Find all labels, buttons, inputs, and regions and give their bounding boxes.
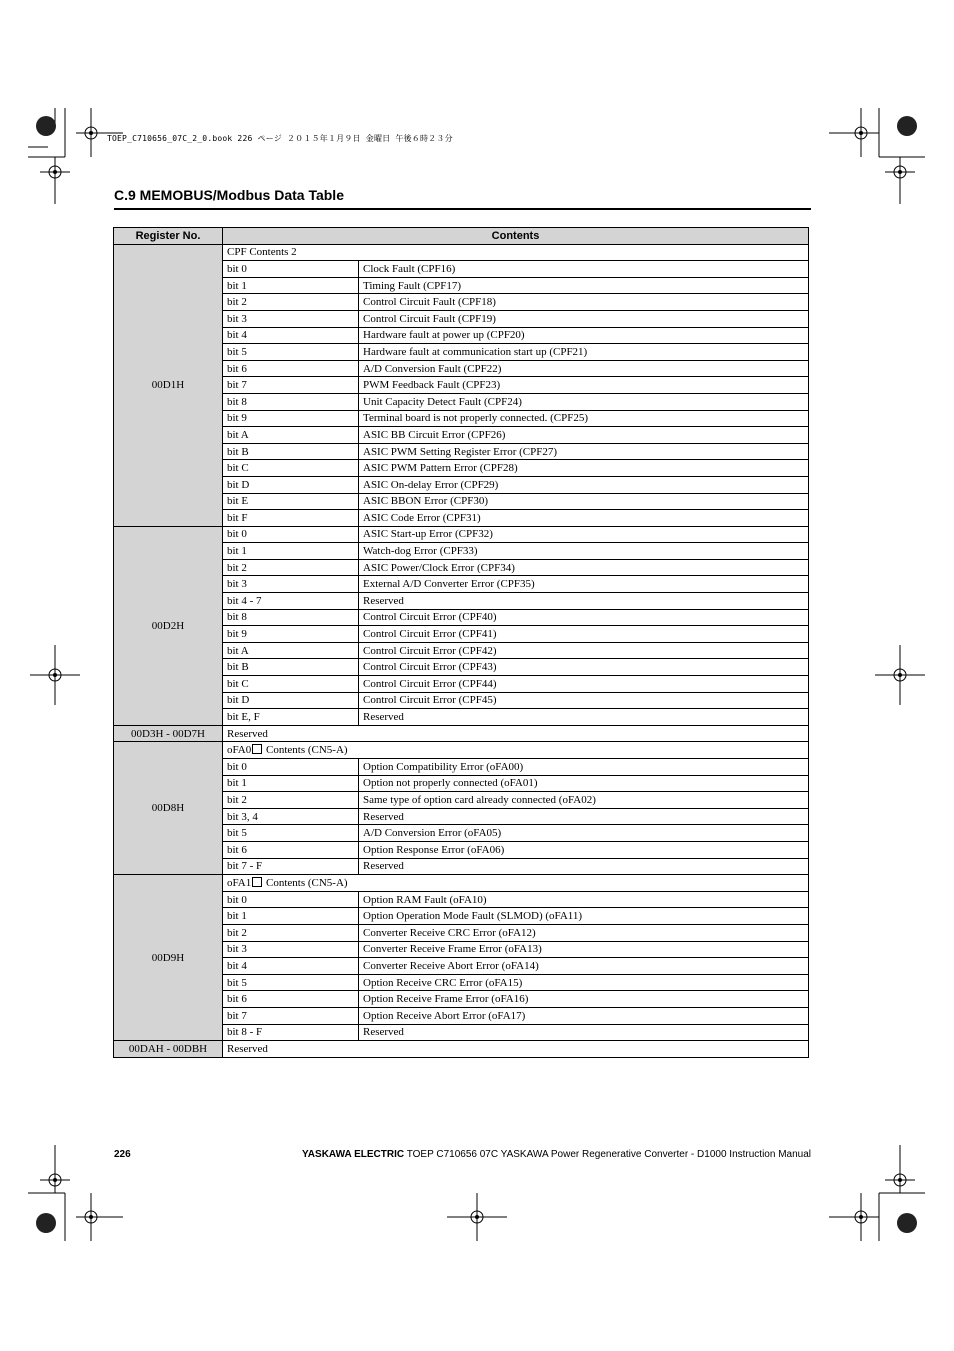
bit-label: bit 2: [223, 559, 359, 576]
bit-description: Unit Capacity Detect Fault (CPF24): [359, 393, 809, 410]
bit-description: Control Circuit Error (CPF45): [359, 692, 809, 709]
bit-label: bit 4: [223, 327, 359, 344]
footer-manual-title: [302, 1149, 811, 1160]
bit-label: bit D: [223, 476, 359, 493]
table-row: [114, 526, 809, 543]
bit-label: bit F: [223, 510, 359, 527]
bit-description: Watch-dog Error (CPF33): [359, 543, 809, 560]
bit-description: Control Circuit Error (CPF42): [359, 642, 809, 659]
group-heading: [223, 742, 809, 759]
memobus-data-table: [113, 227, 809, 1058]
header-contents: Contents: [223, 228, 809, 245]
bit-description: Option not properly connected (oFA01): [359, 775, 809, 792]
bit-description: Converter Receive Frame Error (oFA13): [359, 941, 809, 958]
bit-description: ASIC Code Error (CPF31): [359, 510, 809, 527]
bit-label: bit C: [223, 460, 359, 477]
section-divider: [114, 208, 811, 210]
bit-description: Hardware fault at power up (CPF20): [359, 327, 809, 344]
bit-label: bit 8 - F: [223, 1024, 359, 1041]
placeholder-box-icon: [252, 877, 262, 887]
bit-label: bit 7: [223, 377, 359, 394]
bit-description: Reserved: [359, 808, 809, 825]
register-number: 00D1H: [114, 244, 223, 526]
table-row: [114, 875, 809, 892]
bit-label: bit A: [223, 427, 359, 444]
bit-label: bit 6: [223, 841, 359, 858]
section-title: C.9 MEMOBUS/Modbus Data Table: [114, 187, 344, 203]
bit-label: bit A: [223, 642, 359, 659]
bit-description: ASIC Power/Clock Error (CPF34): [359, 559, 809, 576]
group-heading: [223, 875, 809, 892]
register-number: 00D8H: [114, 742, 223, 875]
register-contents: Reserved: [223, 1041, 809, 1058]
bit-description: Control Circuit Error (CPF44): [359, 676, 809, 693]
header-register-no: Register No.: [114, 228, 223, 245]
bit-label: bit 5: [223, 974, 359, 991]
bit-description: Clock Fault (CPF16): [359, 261, 809, 278]
bit-description: Option Receive Abort Error (oFA17): [359, 1007, 809, 1024]
footer-manual: TOEP C710656 07C YASKAWA Power Regenerative Converter - D1000 Instruction Manual: [404, 1149, 811, 1160]
bit-description: ASIC PWM Pattern Error (CPF28): [359, 460, 809, 477]
bit-description: Reserved: [359, 593, 809, 610]
bit-label: bit 3: [223, 310, 359, 327]
group-heading-prefix: oFA1: [227, 876, 252, 889]
page-number: 226: [114, 1149, 131, 1160]
bit-description: Hardware fault at communication start up (CPF21): [359, 344, 809, 361]
bit-label: bit D: [223, 692, 359, 709]
group-heading-suffix: Contents (CN5-A): [263, 744, 348, 757]
bit-label: bit B: [223, 443, 359, 460]
bit-label: bit 3: [223, 576, 359, 593]
bit-label: bit 0: [223, 261, 359, 278]
bit-label: bit 8: [223, 393, 359, 410]
register-number: 00D2H: [114, 526, 223, 725]
table-row: [114, 1041, 809, 1058]
bit-description: Converter Receive CRC Error (oFA12): [359, 924, 809, 941]
bit-label: bit 5: [223, 344, 359, 361]
table-row: [114, 725, 809, 742]
bit-label: bit C: [223, 676, 359, 693]
bit-description: Reserved: [359, 709, 809, 726]
bit-label: bit 8: [223, 609, 359, 626]
register-contents: Reserved: [223, 725, 809, 742]
bit-label: bit E: [223, 493, 359, 510]
table-row: [114, 244, 809, 261]
bit-description: ASIC PWM Setting Register Error (CPF27): [359, 443, 809, 460]
bit-description: Control Circuit Error (CPF40): [359, 609, 809, 626]
bit-label: bit 9: [223, 626, 359, 643]
bit-label: bit 4: [223, 958, 359, 975]
placeholder-box-icon: [252, 744, 262, 754]
bit-description: Reserved: [359, 1024, 809, 1041]
bit-label: bit 2: [223, 924, 359, 941]
group-heading: CPF Contents 2: [223, 244, 809, 261]
table-header-row: [114, 228, 809, 245]
bit-description: ASIC BBON Error (CPF30): [359, 493, 809, 510]
bit-label: bit 7: [223, 1007, 359, 1024]
bit-label: bit 0: [223, 759, 359, 776]
bit-description: Converter Receive Abort Error (oFA14): [359, 958, 809, 975]
bit-description: Option Response Error (oFA06): [359, 841, 809, 858]
bit-label: bit 2: [223, 792, 359, 809]
bit-description: Terminal board is not properly connected. (CPF25): [359, 410, 809, 427]
bit-label: bit 6: [223, 360, 359, 377]
bit-label: bit 2: [223, 294, 359, 311]
bit-label: bit 6: [223, 991, 359, 1008]
bit-description: ASIC On-delay Error (CPF29): [359, 476, 809, 493]
bit-label: bit 1: [223, 543, 359, 560]
register-number: 00DAH - 00DBH: [114, 1041, 223, 1058]
bit-description: Option Receive CRC Error (oFA15): [359, 974, 809, 991]
bit-description: Reserved: [359, 858, 809, 875]
footer-brand: YASKAWA ELECTRIC: [302, 1149, 405, 1160]
bit-description: A/D Conversion Error (oFA05): [359, 825, 809, 842]
bit-label: bit 7 - F: [223, 858, 359, 875]
register-number: 00D9H: [114, 875, 223, 1041]
bit-description: Control Circuit Fault (CPF18): [359, 294, 809, 311]
bit-description: Option Operation Mode Fault (SLMOD) (oFA11): [359, 908, 809, 925]
bit-description: PWM Feedback Fault (CPF23): [359, 377, 809, 394]
register-number: 00D3H - 00D7H: [114, 725, 223, 742]
bit-description: Option Receive Frame Error (oFA16): [359, 991, 809, 1008]
bit-label: bit 1: [223, 277, 359, 294]
group-heading-prefix: oFA0: [227, 744, 252, 757]
print-file-line: TOEP_C710656_07C_2_0.book 226 ページ ２０１５年１月９日 金曜日 午後６時２３分: [107, 134, 453, 143]
bit-description: A/D Conversion Fault (CPF22): [359, 360, 809, 377]
bit-description: Option Compatibility Error (oFA00): [359, 759, 809, 776]
bit-description: Control Circuit Error (CPF41): [359, 626, 809, 643]
table-row: [114, 742, 809, 759]
bit-description: Control Circuit Error (CPF43): [359, 659, 809, 676]
bit-description: Option RAM Fault (oFA10): [359, 891, 809, 908]
group-heading-suffix: Contents (CN5-A): [263, 876, 348, 889]
bit-label: bit 1: [223, 775, 359, 792]
bit-label: bit 4 - 7: [223, 593, 359, 610]
bit-label: bit 9: [223, 410, 359, 427]
bit-description: ASIC Start-up Error (CPF32): [359, 526, 809, 543]
bit-description: Timing Fault (CPF17): [359, 277, 809, 294]
bit-label: bit 1: [223, 908, 359, 925]
bit-description: External A/D Converter Error (CPF35): [359, 576, 809, 593]
bit-label: bit B: [223, 659, 359, 676]
bit-label: bit 0: [223, 891, 359, 908]
bit-description: ASIC BB Circuit Error (CPF26): [359, 427, 809, 444]
bit-label: bit 3, 4: [223, 808, 359, 825]
bit-label: bit 3: [223, 941, 359, 958]
bit-label: bit E, F: [223, 709, 359, 726]
bit-label: bit 5: [223, 825, 359, 842]
bit-label: bit 0: [223, 526, 359, 543]
bit-description: Same type of option card already connected (oFA02): [359, 792, 809, 809]
bit-description: Control Circuit Fault (CPF19): [359, 310, 809, 327]
